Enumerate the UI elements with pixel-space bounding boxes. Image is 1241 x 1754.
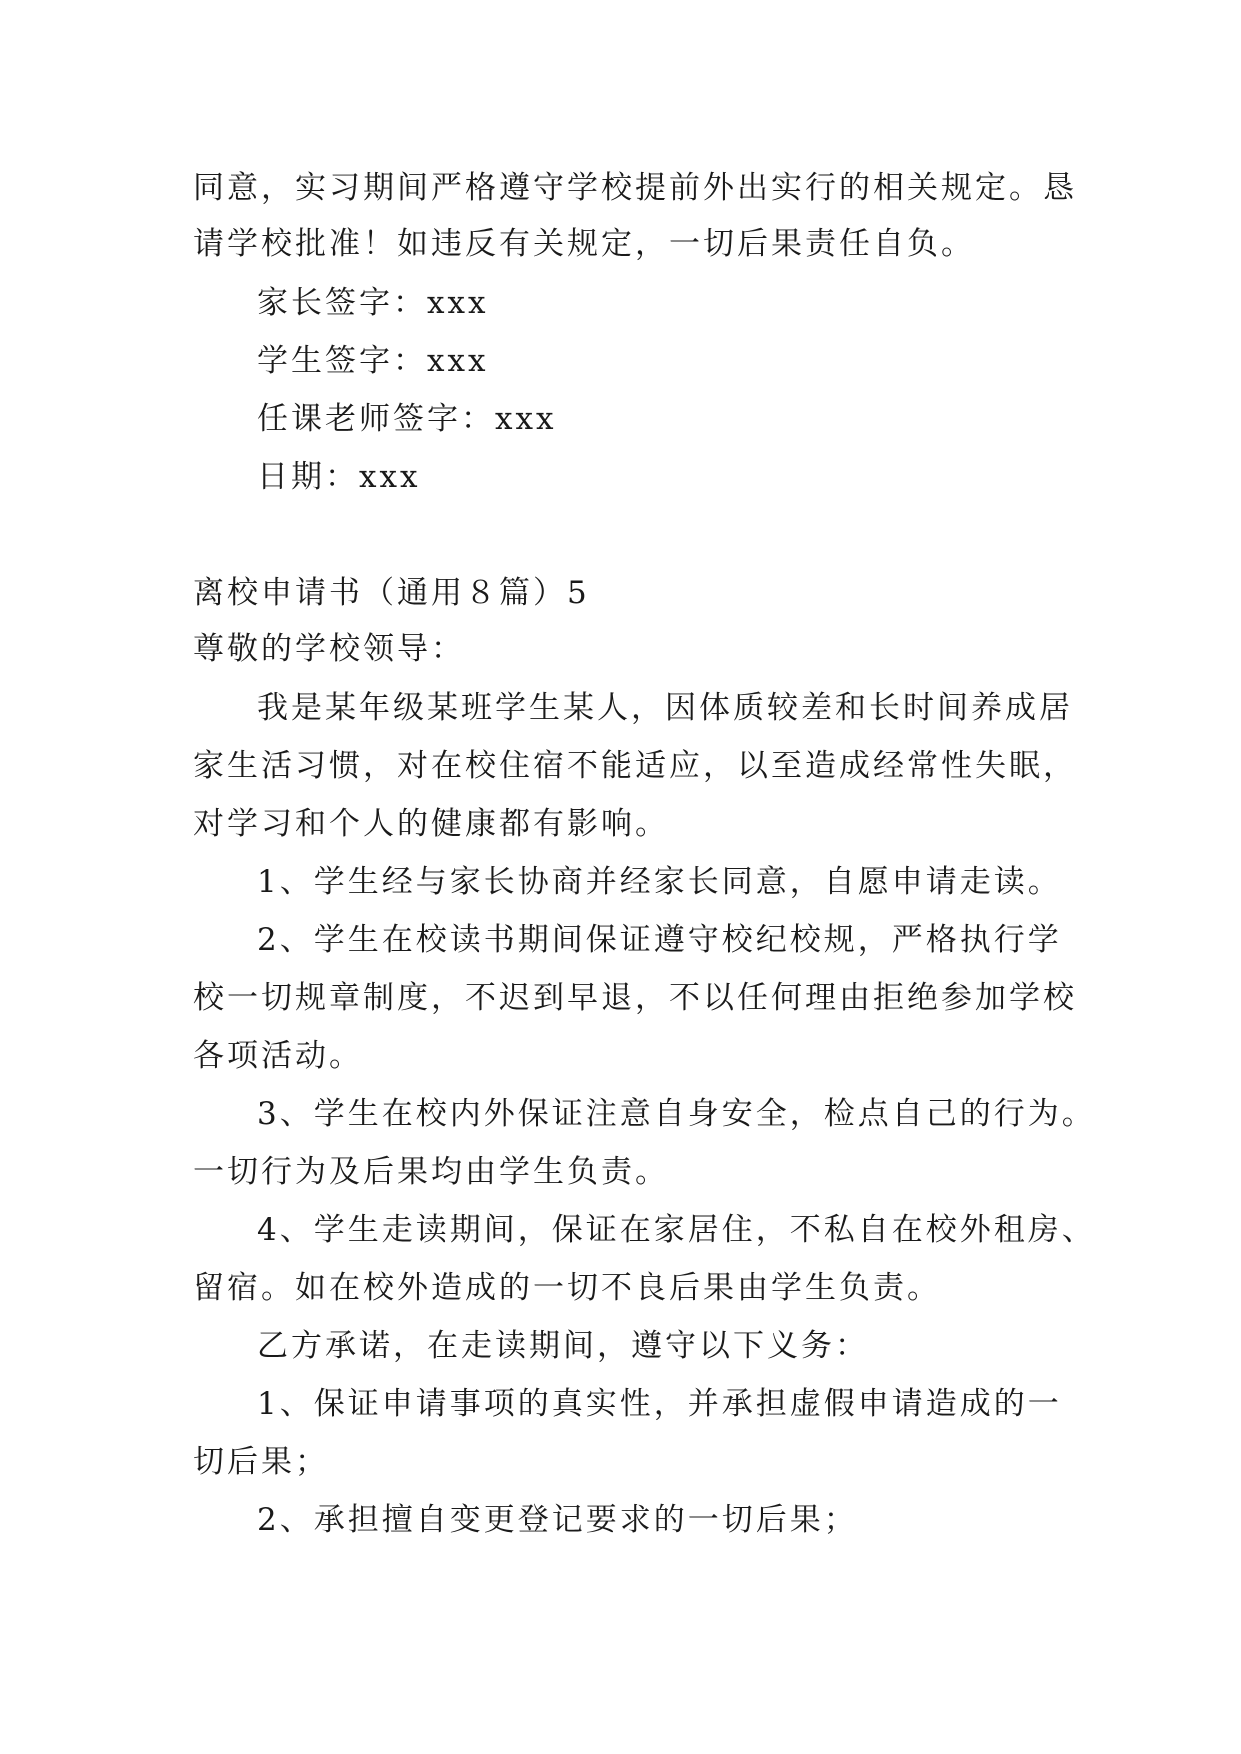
paragraph-line: 校一切规章制度，不迟到早退，不以任何理由拒绝参加学校 [193,980,1077,1016]
paragraph-line: 各项活动。 [193,1038,363,1074]
paragraph-line: 留宿。如在校外造成的一切不良后果由学生负责。 [193,1270,941,1306]
paragraph-line: 请学校批准！如违反有关规定，一切后果责任自负。 [193,226,975,262]
list-item: 2、学生在校读书期间保证遵守校纪校规，严格执行学 [257,922,1062,958]
student-signature-line: 学生签字：xxx [257,343,489,379]
list-item: 1、学生经与家长协商并经家长同意，自愿申请走读。 [257,864,1062,900]
salutation: 尊敬的学校领导： [193,631,465,667]
document-title: 离校申请书（通用８篇）5 [193,575,590,611]
list-item: 2、承担擅自变更登记要求的一切后果； [257,1502,858,1538]
paragraph-line: 对学习和个人的健康都有影响。 [193,806,669,842]
list-item: 1、保证申请事项的真实性，并承担虚假申请造成的一 [257,1386,1062,1422]
teacher-signature-line: 任课老师签字：xxx [257,401,557,437]
parent-signature-line: 家长签字：xxx [257,285,489,321]
paragraph-line: 一切行为及后果均由学生负责。 [193,1154,669,1190]
date-line: 日期：xxx [257,459,421,495]
paragraph-line: 切后果； [193,1444,329,1480]
paragraph-line: 家生活习惯，对在校住宿不能适应，以至造成经常性失眠， [193,748,1077,784]
list-item: 4、学生走读期间，保证在家居住，不私自在校外租房、 [257,1212,1096,1248]
paragraph-line: 我是某年级某班学生某人，因体质较差和长时间养成居 [257,690,1073,726]
list-item: 3、学生在校内外保证注意自身安全，检点自己的行为。 [257,1096,1096,1132]
paragraph-line: 同意，实习期间严格遵守学校提前外出实行的相关规定。恳 [193,170,1077,206]
paragraph-line: 乙方承诺，在走读期间，遵守以下义务： [257,1328,869,1364]
